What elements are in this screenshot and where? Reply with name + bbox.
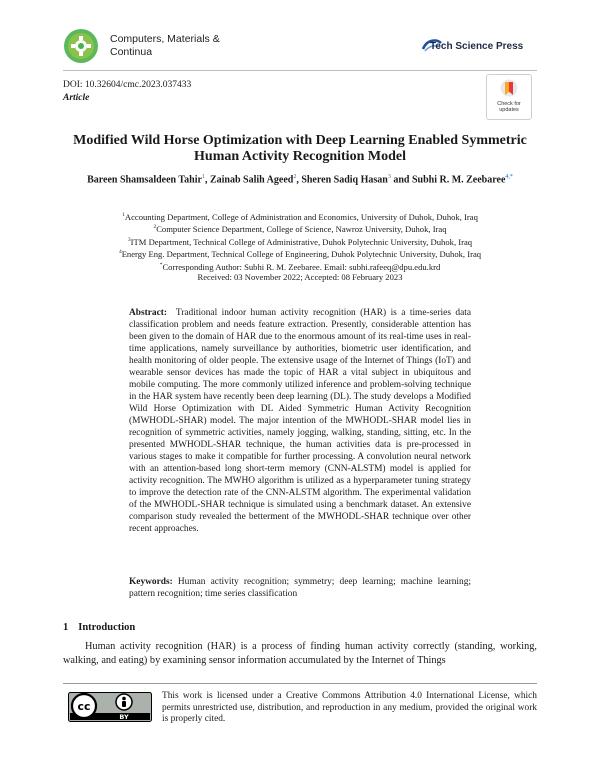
affiliation-line: $^2$Computer Science Department, College of Science, Nawroz University, Duhok, Iraq [153, 224, 447, 235]
introduction-paragraph: Human activity recognition (HAR) is a process of finding human activity correctly (standing, working, walking, and eating) by examining sensor information accumulated by the Internet of Things [63, 641, 537, 666]
author-affiliation-mark[interactable]: 3 [387, 174, 391, 180]
publisher-name: Tech Science Press [430, 41, 524, 52]
author-name: Zainab Salih Ageed [209, 174, 294, 186]
keywords-label: Keywords: [129, 577, 173, 587]
author-affiliation-mark[interactable]: 2 [293, 174, 297, 180]
keywords [129, 576, 471, 600]
journal-name: Computers, Materials & Continua [110, 33, 220, 58]
article-type: Article [63, 93, 90, 103]
check-updates-label: Check for updates [497, 101, 521, 113]
bookmark-icon [500, 79, 518, 101]
doi[interactable]: DOI: 10.32604/cmc.2023.037433 [63, 80, 192, 90]
svg-text:BY: BY [119, 713, 129, 721]
affiliation-line: $^3$ITM Department, Technical College of Administrative, Duhok Polytechnic University, Duhok, Iraq [127, 236, 473, 247]
paper-title: Modified Wild Horse Optimization with Deep Learning Enabled Symmetric Human Activity Recognition Model [73, 133, 527, 164]
section-title: Introduction [78, 622, 136, 633]
svg-text:cc: cc [77, 700, 91, 713]
affiliation-line: $^1$Accounting Department, College of Administration and Economics, University of Duhok, Duhok, Iraq [122, 211, 478, 222]
author-name: Sheren Sadiq Hasan [301, 174, 388, 186]
author-affiliation-mark[interactable]: 4,* [505, 174, 513, 180]
footer-divider [63, 683, 537, 684]
keywords-text: Human activity recognition; symmetry; deep learning; machine learning; pattern recognition; time series classification [129, 577, 472, 599]
author-name: Bareen Shamsaldeen Tahir [87, 174, 202, 186]
creative-commons-by-badge[interactable] [68, 692, 152, 722]
author-name: Subhi R. M. Zeebaree [411, 174, 506, 186]
section-heading-introduction [63, 622, 145, 633]
abstract-text: Traditional indoor human activity recognition (HAR) is a time-series data classification problem and needs feature extraction. Presently, considerable attention has been given to the domain of HAR due to the enormous amount of its real-time uses in real-time applications, namely surveillance by authorities, biometric user identification, and health monitoring of older people. The extensive usage of the Internet of Things (IoT) and wearable sensor devices has made the topic of HAR a vital subject in ubiquitous and mobile computing. The more commonly utilized inference and problem-solving technique in the HAR system have recently been deep learning (DL). The study develops a Modified Wild Horse Optimization with DL Aided Symmetric Human Activity Recognition (MWHODL-SHAR) model. The major intention of the MWHODL-SHAR model lies in recognition of symmetric activities, namely jogging, walking, standing, sitting, etc. In the presented MWHODL-SHAR technique, the human activities data is pre-processed in various stages to make it compatible for further processing. A convolution neural network with an attention-based long short-term memory (CNN-ALSTM) model is applied for activity recognition. The MWHO algorithm is utilized as a hyperparameter tuning strategy to improve the detection rate of the CNN-ALSTM algorithm. The experimental validation of the MWHODL-SHAR technique is simulated using a benchmark dataset. An extensive comparison study revealed the betterment of the MWHODL-SHAR technique over other recent approaches. [129, 308, 472, 534]
author-list: Bareen Shamsaldeen Tahir$^1$, Zainab Salih Ageed$^2$, Sheren Sadiq Hasan$^3$ and Subhi R. M. Zeebaree$^{4,*}$ [87, 174, 513, 186]
received-accepted-dates: Received: 03 November 2022; Accepted: 08 February 2023 [197, 272, 403, 283]
author-affiliation-mark[interactable]: 1 [201, 174, 205, 180]
license-text: This work is licensed under a Creative Commons Attribution 4.0 International License, which permits unrestricted use, distribution, and reproduction in any medium, provided the original work is properly cited. [162, 691, 537, 724]
abstract-label: Abstract: [129, 308, 168, 318]
section-number: 1 [63, 622, 69, 633]
affiliations-block [63, 210, 537, 283]
journal-logo-icon [63, 28, 99, 64]
check-for-updates-button[interactable] [486, 74, 532, 120]
header-divider [63, 70, 537, 71]
corresponding-author: *Corresponding Author: Subhi R. M. Zeebaree. Email: subhi.rafeeq@dpu.edu.krd [159, 261, 441, 272]
affiliation-line: $^4$Energy Eng. Department, Technical College of Engineering, Duhok Polytechnic University, Duhok, Iraq [118, 249, 482, 260]
abstract [129, 307, 471, 535]
